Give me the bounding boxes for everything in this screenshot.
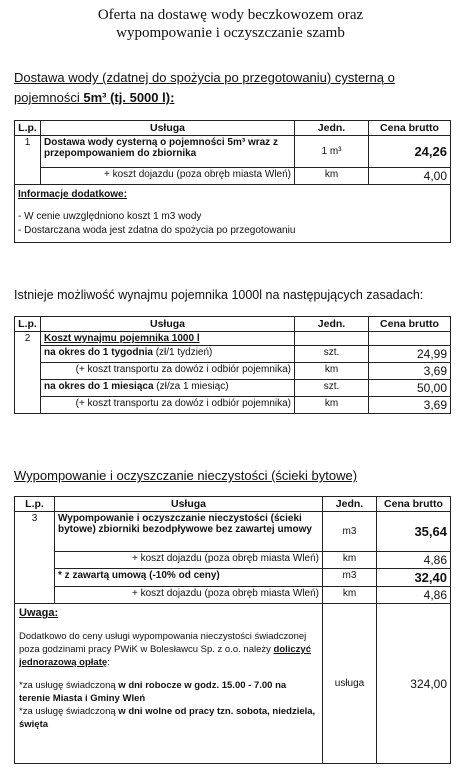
note-title: Uwaga: [19,607,59,619]
row-price: 35,64 [377,512,451,552]
col-jedn: Jedn. [295,317,369,332]
table-row [15,168,451,185]
note-price: 324,00 [377,604,451,764]
row-price: 24,26 [369,136,451,168]
note-text-bold: w dni robocze w godz. 15.00 - 7.00 na terenie Miasta i Gminy Wleń [19,680,287,704]
row-service [41,380,295,397]
note-paragraph-3 [19,705,318,731]
row-unit: m3 [323,512,377,552]
row-service [41,346,295,363]
row-unit: m3 [323,569,377,587]
note-paragraph-1 [19,630,318,669]
table-row [15,587,451,604]
table-row [15,363,451,380]
row-service: + koszt dojazdu (poza obręb miasta Wleń) [55,552,323,569]
note-row [15,604,451,764]
row-service-bold: na okres do 1 tygodnia [44,347,153,358]
section-1-heading [14,68,454,108]
table-row [15,552,451,569]
section-3-heading: Wypompowanie i oczyszczanie nieczystości (ścieki bytowe) [14,468,358,483]
row-price: 3,69 [369,363,451,380]
row-unit: km [323,587,377,604]
col-lp: L.p. [15,121,41,136]
table-row [15,332,451,346]
row-unit: szt. [295,380,369,397]
row-service-rest: (zł/za 1 miesiąc) [153,381,229,392]
row-service: Koszt wynajmu pojemnika 1000 l [41,332,295,346]
info-item: - Dostarczana woda jest zdatna do spożycia po przegotowaniu [18,225,296,236]
row-unit: 1 m³ [295,136,369,168]
row-service: Wypompowanie i oczyszczanie nieczystości (ścieki bytowe) zbiorniki bezodpływowe bez zawartej umowy [55,512,323,552]
row-price: 24,99 [369,346,451,363]
table-row [15,397,451,414]
row-unit: km [295,397,369,414]
note-text: : [107,657,110,668]
document-title [0,6,461,42]
section-1-heading-bold: 5m³ (tj. 5000 l): [83,90,175,105]
row-service: (+ koszt transportu za dowóz i odbiór pojemnika) [41,363,295,380]
col-usluga: Usługa [55,497,323,512]
row-unit: km [323,552,377,569]
col-cena: Cena brutto [369,317,451,332]
info-cell [15,185,451,243]
row-lp: 2 [15,332,41,414]
col-lp: L.p. [15,317,41,332]
row-unit: szt. [295,346,369,363]
note-text: Dodatkowo do ceny usługi wypompowania nieczystości świadczonej poza godzinami pracy PWiK w Bolesławcu Sp. z o.o. należy [19,631,307,655]
row-lp: 3 [15,512,55,604]
section-2-heading: Istnieje możliwość wynajmu pojemnika 1000l na następujących zasadach: [14,288,424,302]
col-jedn: Jedn. [323,497,377,512]
col-lp: L.p. [15,497,55,512]
row-service: * z zawartą umową (-10% od ceny) [55,569,323,587]
section-1-heading-line-2 [14,88,454,108]
row-lp: 1 [15,136,41,185]
table-header-row [15,497,451,512]
table-row [15,569,451,587]
note-text: *za usługę świadczoną [19,706,119,717]
row-service: + koszt dojazdu (poza obręb miasta Wleń) [41,168,295,185]
section-1-heading-line-1: Dostawa wody (zdatnej do spożycia po przegotowaniu) cysterną o [14,70,395,85]
water-delivery-table [14,120,451,243]
row-price: 4,86 [377,552,451,569]
row-service-bold: na okres do 1 miesiąca [44,381,154,392]
row-price: 32,40 [377,569,451,587]
table-header-row [15,317,451,332]
info-item: - W cenie uwzględniono koszt 1 m3 wody [18,211,202,222]
info-title: Informacje dodatkowe: [18,189,127,200]
row-unit [295,332,369,346]
section-1-heading-pre: pojemności [14,90,84,105]
row-service-rest: (zł/1 tydzień) [152,347,213,358]
row-unit: km [295,168,369,185]
col-usluga: Usługa [41,121,295,136]
col-cena: Cena brutto [369,121,451,136]
row-price: 4,86 [377,587,451,604]
note-cell [15,604,323,764]
col-usluga: Usługa [41,317,295,332]
table-row [15,512,451,552]
title-line-1: Oferta na dostawę wody beczkowozem oraz [97,7,364,23]
row-price: 3,69 [369,397,451,414]
row-price: 50,00 [369,380,451,397]
note-text-bold: doliczyć jednorazową opłatę [19,644,312,668]
table-row [15,136,451,168]
table-header-row [15,121,451,136]
note-paragraph-2 [19,679,318,705]
table-row [15,380,451,397]
note-text-bold: w dni wolne od pracy tzn. sobota, niedziela, święta [19,706,316,730]
col-jedn: Jedn. [295,121,369,136]
title-line-2: wypompowanie i oczyszczanie szamb [116,25,345,41]
table-row [15,346,451,363]
row-service: Dostawa wody cysterną o pojemności 5m³ wraz z przepompowaniem do zbiornika [41,136,295,168]
note-text: *za usługę świadczoną [19,680,119,691]
row-price: 4,00 [369,168,451,185]
row-price [369,332,451,346]
row-service: (+ koszt transportu za dowóz i odbiór pojemnika) [41,397,295,414]
container-rental-table [14,316,451,414]
info-row [15,185,451,243]
row-service: + koszt dojazdu (poza obręb miasta Wleń) [55,587,323,604]
sewage-table [14,496,451,764]
col-cena: Cena brutto [377,497,451,512]
note-unit: usługa [323,604,377,764]
row-unit: km [295,363,369,380]
